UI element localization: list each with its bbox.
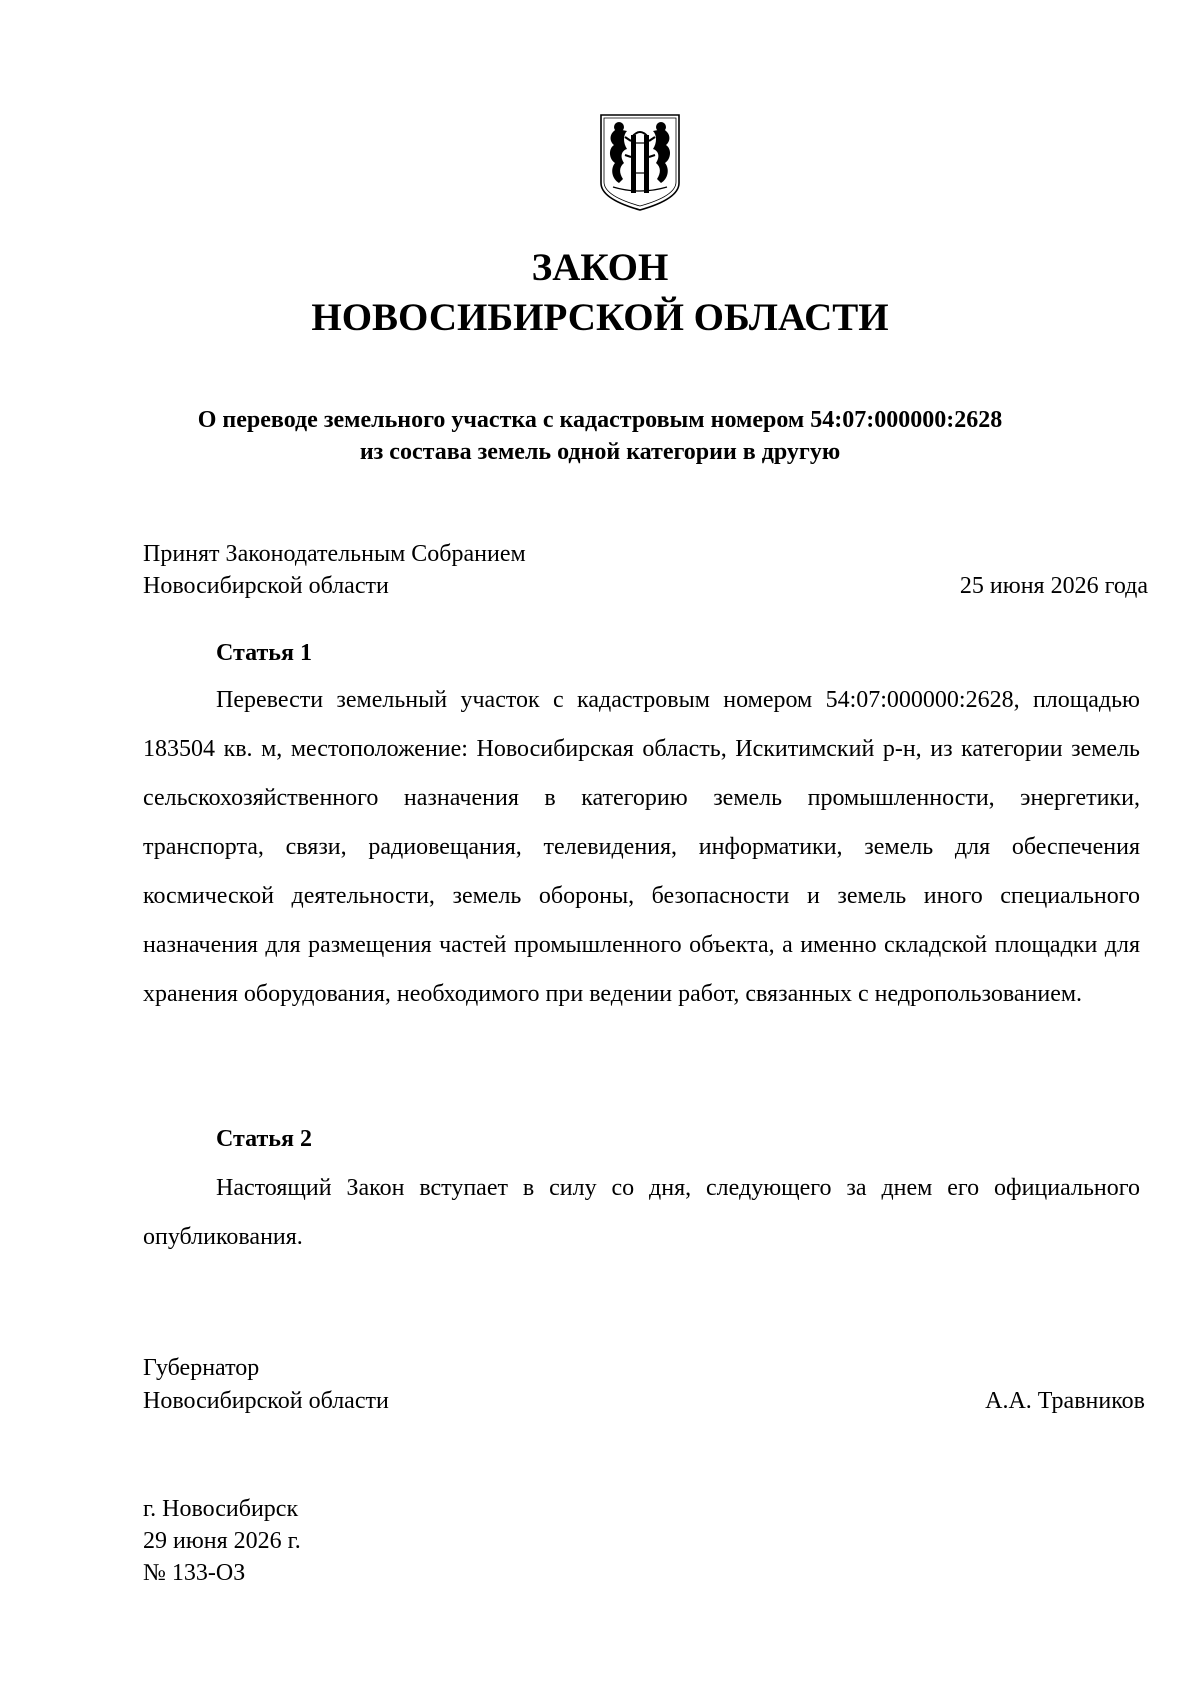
adopted-by-line-1: Принят Законодательным Собранием [143,541,526,567]
article-2-text: Настоящий Закон вступает в силу со дня, следующего за днем его официального опубликования. [143,1175,1140,1250]
adopted-by-line-2: Новосибирской области [143,573,389,599]
document-subject-line-2: из состава земель одной категории в другую [359,439,841,465]
signatory-name: А.А. Травников [985,1388,1145,1414]
document-title-line-2: НОВОСИБИРСКОЙ ОБЛАСТИ [311,296,889,339]
signatory-position-line-1: Губернатор [143,1355,260,1381]
footer-date: 29 июня 2026 г. [143,1528,301,1554]
article-2-heading: Статья 2 [216,1126,312,1152]
coat-of-arms-icon [599,113,681,212]
signatory-position-line-2: Новосибирской области [143,1388,389,1414]
footer-city: г. Новосибирск [143,1496,299,1522]
adopted-date: 25 июня 2026 года [959,573,1148,599]
footer-law-number: № 133-ОЗ [143,1560,246,1586]
document-subject-line-1: О переводе земельного участка с кадастровым номером 54:07:000000:2628 [197,407,1003,433]
document-title-line-1: ЗАКОН [531,246,669,289]
article-1-heading: Статья 1 [216,640,312,666]
article-1-text: Перевести земельный участок с кадастровым номером 54:07:000000:2628, площадью 183504 кв. м, местоположение: Новосибирская область, Искитимский р-н, из категории земель сельскохозяйственного назначения в категорию земель промышленности, энергетики, транспорта, связи, радиовещания, телевидения, информатики, земель для обеспечения космической деятельности, земель обороны, безопасности и земель иного специального назначения для размещения частей промышленного объекта, а именно складской площадки для хранения оборудования, необходимого при ведении работ, связанных с недропользованием. [143,687,1140,1007]
